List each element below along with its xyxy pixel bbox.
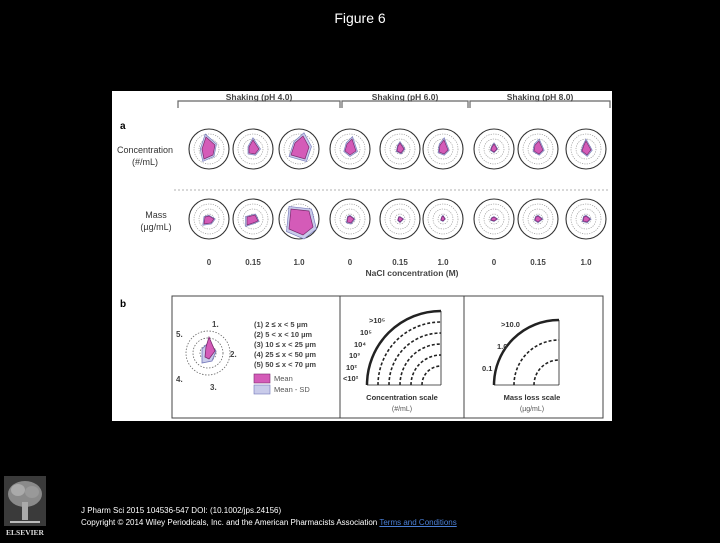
legend-axis-4: 4. [176,375,183,384]
conc-scale-unit: (#/mL) [391,406,413,413]
conc-scale-label: 10² [346,363,357,372]
x-tick: 1.0 [580,258,592,267]
legend-axis-2: 2. [230,350,237,359]
legend-sd-swatch [254,385,270,394]
legend-axis-1: 1. [212,320,219,329]
panel-a-label: a [120,121,126,132]
row-label-concentration: Concentration [116,145,174,155]
logo-wordmark: ELSEVIER [6,528,44,537]
row-label-mass-unit: (µg/mL) [140,222,172,232]
legend-range: (1) 2 ≤ x < 5 µm [254,320,308,329]
x-tick: 0 [347,258,353,267]
conc-scale-title: Concentration scale [366,393,438,402]
legend-mean-swatch [254,374,270,383]
x-tick: 1.0 [293,258,305,267]
legend-range: (3) 10 ≤ x < 25 µm [254,340,317,349]
tree-icon [4,476,46,538]
citation [81,505,457,529]
conc-scale-label: 10⁴ [354,340,367,349]
page-title: Figure 6 [334,10,386,26]
legend-range: (2) 5 < x < 10 µm [254,330,313,339]
legend-sd-label: Mean - SD [274,385,310,394]
row-label-mass: Mass [145,210,167,220]
legend-range: (5) 50 ≤ x < 70 µm [254,360,317,369]
figure-image [112,91,612,421]
citation-line-1: J Pharm Sci 2015 104536-547 DOI: (10.1002/jps.24156) [81,506,282,515]
mass-scale-title: Mass loss scale [503,393,561,402]
mass-scale-label: 0.1 [482,364,493,373]
radar-mean-area [535,216,542,222]
panel-b-label: b [120,299,127,310]
x-tick: 0.15 [245,258,261,267]
x-tick: 0.15 [530,258,546,267]
group-header-ph6: Shaking (pH 6.0) [371,92,439,102]
x-tick: 1.0 [437,258,449,267]
mass-scale-unit: (µg/mL) [519,406,545,413]
elsevier-logo [4,476,46,538]
x-tick: 0.15 [392,258,408,267]
terms-link[interactable]: Terms and Conditions [379,518,457,527]
copyright-text: Copyright © 2014 Wiley Periodicals, Inc. and the American Pharmacists Association [81,518,378,527]
x-axis [207,258,592,278]
legend-axis-5: 5. [176,330,183,339]
group-headers [178,92,610,108]
conc-scale-label: <10² [343,374,359,383]
row-label-concentration-unit: (#/mL) [131,157,159,167]
legend-mean-label: Mean [274,374,293,383]
legend-axis-3: 3. [210,383,217,392]
x-axis-label: NaCl concentration (M) [365,268,459,278]
x-tick: 0 [491,258,497,267]
conc-scale-label: 10⁵ [360,328,372,337]
mass-scale-label: >10.0 [501,320,520,329]
citation-line-2 [81,517,457,529]
x-tick: 0 [206,258,212,267]
mass-scale-label: 1.0 [497,342,508,351]
group-header-ph4: Shaking (pH 4.0) [225,92,293,102]
legend-range: (4) 25 ≤ x < 50 µm [254,350,317,359]
group-header-ph8: Shaking (pH 8.0) [506,92,574,102]
conc-scale-label: 10³ [349,351,360,360]
radar-grid [189,129,606,239]
figure-svg [112,91,612,421]
conc-scale-label: >10⁵ [369,316,386,325]
